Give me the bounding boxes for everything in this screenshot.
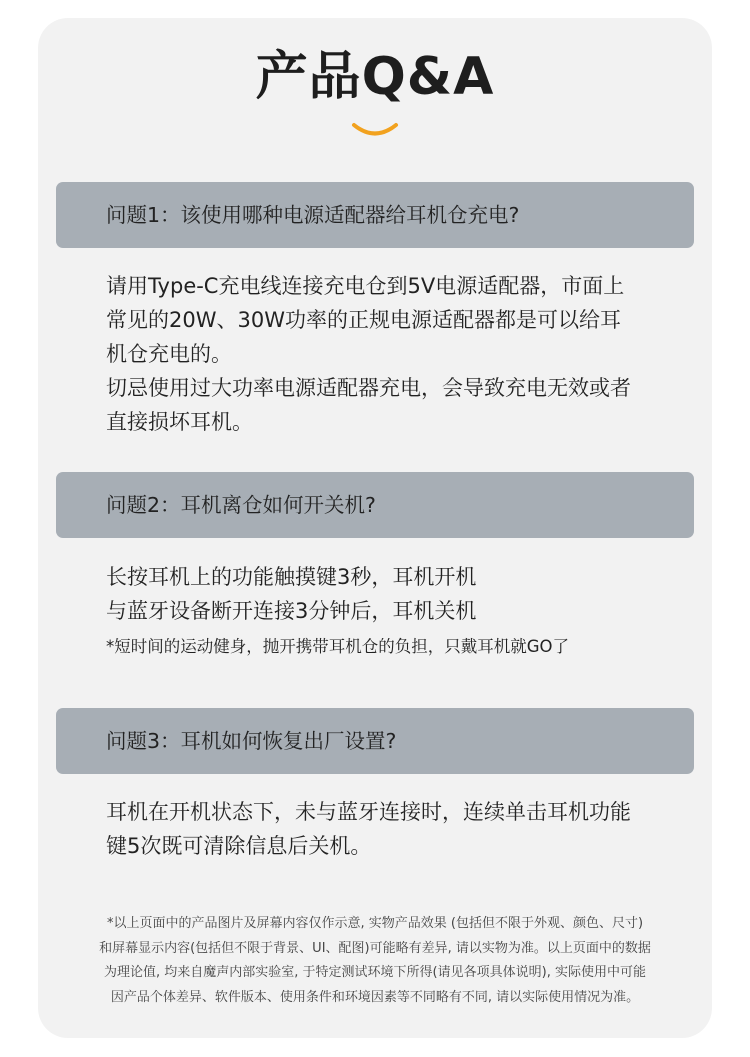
- answer-2: [106, 560, 569, 664]
- page-title: 产品Q&A: [255, 47, 495, 107]
- answer-2-line: 长按耳机上的功能触摸键3秒，耳机开机: [106, 565, 477, 589]
- disclaimer: [0, 912, 750, 1010]
- answer-3-line: 键5次既可清除信息后关机。: [106, 834, 372, 858]
- disclaimer-line: 和屏幕显示内容(包括但不限于背景、UI、配图)可能略有差异, 请以实物为准。以上页面中的数据: [99, 940, 651, 956]
- answer-1: [106, 269, 631, 439]
- answer-1-line: 切忌使用过大功率电源适配器充电，会导致充电无效或者: [106, 376, 631, 400]
- answer-2-note: *短时间的运动健身，抛开携带耳机仓的负担，只戴耳机就GO了: [106, 637, 570, 656]
- answer-1-line: 常见的20W、30W功率的正规电源适配器都是可以给耳: [106, 308, 621, 332]
- disclaimer-line: 因产品个体差异、软件版本、使用条件和环境因素等不同略有不同, 请以实际使用情况为准。: [110, 989, 640, 1005]
- smile-icon: [350, 120, 400, 140]
- answer-2-line: 与蓝牙设备断开连接3分钟后，耳机关机: [106, 599, 477, 623]
- question-2-bar: 问题2：耳机离仓如何开关机?: [56, 472, 694, 538]
- answer-3: [106, 795, 631, 863]
- answer-3-line: 耳机在开机状态下，未与蓝牙连接时，连续单击耳机功能: [106, 800, 631, 824]
- disclaimer-line: *以上页面中的产品图片及屏幕内容仅作示意, 实物产品效果 (包括但不限于外观、颜色、尺寸): [106, 916, 644, 931]
- answer-1-line: 请用Type-C充电线连接充电仓到5V电源适配器，市面上: [106, 274, 625, 298]
- disclaimer-line: 为理论值, 均来自魔声内部实验室, 于特定测试环境下所得(请见各项具体说明), 实际使用中可能: [104, 965, 646, 980]
- question-1-bar: 问题1：该使用哪种电源适配器给耳机仓充电?: [56, 182, 694, 248]
- answer-1-line: 机仓充电的。: [106, 342, 232, 366]
- answer-1-line: 直接损坏耳机。: [106, 410, 253, 434]
- question-3-bar: 问题3：耳机如何恢复出厂设置?: [56, 708, 694, 774]
